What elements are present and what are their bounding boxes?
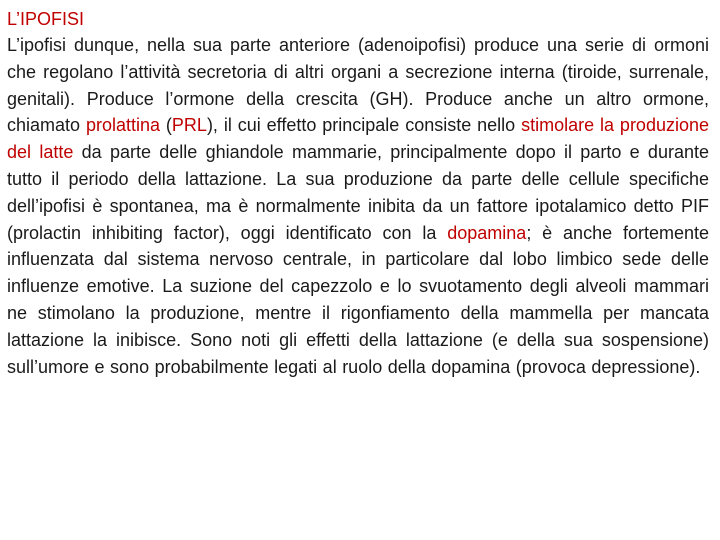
slide-content xyxy=(7,6,709,380)
text-segment: L’ipofisi dunque, nella sua parte anteriore (adenoipofisi) produce una serie di ormoni che regolano l’attività secretoria di altri organi a secrezione interna (tiroide, surrenale, genitali). Produce l’ormone della crescita (GH). Produce anche un altro ormone, chiamato xyxy=(7,35,709,136)
text-segment: da parte delle ghiandole mammarie, principalmente dopo il parto e durante tutto il periodo della lattazione. La sua produzione da parte delle cellule specifiche dell’ipofisi è spontanea, ma è normalmente inibita da un fattore ipotalamico detto PIF (prolactin inhibiting factor), oggi identificato con la xyxy=(7,142,709,243)
highlight-prl: PRL xyxy=(171,115,207,136)
slide-title: L’IPOFISI xyxy=(7,9,85,29)
text-segment: ( xyxy=(160,115,172,136)
body-paragraph xyxy=(7,32,709,380)
highlight-stimolare-latte: stimolare la produzione del latte xyxy=(7,115,710,163)
highlight-dopamina: dopamina xyxy=(447,222,527,243)
text-segment: ), il cui effetto principale consiste nello xyxy=(206,115,522,136)
text-segment: ; è anche fortemente influenzata dal sistema nervoso centrale, in particolare dal lobo limbico sede delle influenze emotive. La suzione del capezzolo e lo svuotamento degli alveoli mammari ne stimolano la produzione, mentre il rigonfiamento della mammella per mancata lattazione la inibisce. Sono noti gli effetti della lattazione (e della sua sospensione) sull’umore e sono probabilmente legati al ruolo della dopamina (provoca depressione). xyxy=(7,222,709,377)
highlight-prolattina: prolattina xyxy=(85,115,161,136)
